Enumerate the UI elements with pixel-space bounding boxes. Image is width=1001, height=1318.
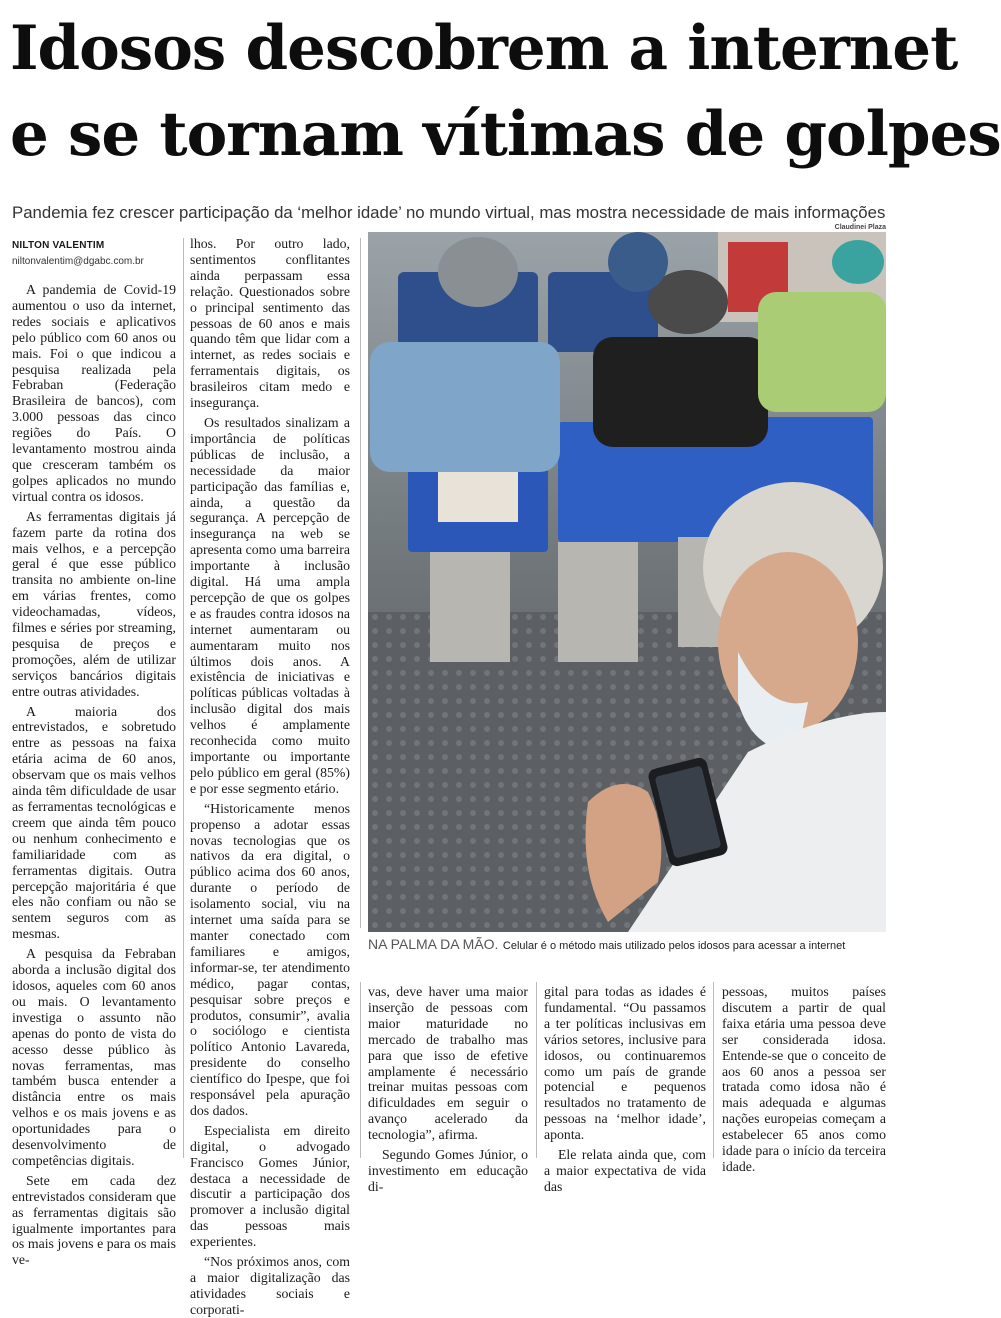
paragraph: pessoas, muitos países discutem a partir de qual faixa etária uma pessoa deve ser considerada idosa. Entende-se que o conceito de aos 60 anos a pessoa ser tratada como idosa não é mais adequada e algumas nações europeias começam a estabelecer 65 anos como idade para o início da terceira idade. (722, 984, 886, 1174)
headline-line-2: e se tornam vítimas de golpes (10, 99, 1001, 170)
paragraph: Especialista em direito digital, o advogado Francisco Gomes Júnior, destaca a necessidade de discutir a participação dos promover a inclusão digital das pessoas mais experientes. (190, 1122, 350, 1250)
column-3 (368, 984, 528, 1195)
paragraph: “Nos próximos anos, com a maior digitalização das atividades sociais e corporati- (190, 1254, 350, 1317)
paragraph: A maioria dos entrevistados, e sobretudo entre as pessoas na faixa etária acima de 60 anos, observam que os mais velhos ainda têm dificuldade de usar as ferramentas tecnológicas e creem que ainda têm pouco ou nenhum conhecimento e familiaridade com as ferramentas digitais. Outra percepção majoritária é que eles não confiam ou não se sentem seguros com as mesmas. (12, 703, 176, 942)
column-5 (722, 984, 886, 1175)
column-divider (360, 982, 361, 1158)
paragraph: A pandemia de Covid-19 aumentou o uso da internet, redes sociais e aplicativos pelo público com 60 anos ou mais. Foi o que indicou a pesquisa realizada pela Febraban (Federação Brasileira de bancos), com 3.000 pessoas das cinco regiões do País. O levantamento mostrou ainda que cresceram também os golpes aplicados no mundo virtual contra os idosos. (12, 282, 176, 504)
byline-email[interactable]: niltonvalentim@dgabc.com.br (12, 256, 144, 267)
subheadline: Pandemia fez crescer participação da ‘melhor idade’ no mundo virtual, mas mostra necessidade de mais informações (12, 203, 886, 222)
photo (368, 232, 886, 932)
paragraph: As ferramentas digitais já fazem parte da rotina dos mais velhos, e a percepção geral é que esse público transita no ambiente on-line em várias frentes, como videochamadas, vídeos, filmes e séries por streaming, pesquisa de preços e promoções, além de utilizar serviços bancários digitais entre outras atividades. (12, 508, 176, 699)
column-4 (544, 984, 706, 1195)
caption-text: Celular é o método mais utilizado pelos idosos para acessar a internet (502, 940, 846, 952)
column-2 (190, 236, 350, 1318)
column-divider (360, 238, 361, 928)
column-divider (713, 982, 714, 1158)
paragraph: lhos. Por outro lado, sentimentos conflitantes ainda perpassam essa relação. Questionados sobre o principal sentimento das pessoas de 60 anos e mais quando têm que lidar com a internet, as redes sociais e ferramentais digitais, os brasileiros citam medo e insegurança. (190, 236, 350, 411)
paragraph: Segundo Gomes Júnior, o investimento em educação di- (368, 1147, 528, 1194)
column-divider (183, 238, 184, 1158)
column-divider (536, 982, 537, 1158)
headline (10, 6, 1001, 178)
photo-credit: Claudinei Plaza (834, 224, 886, 231)
headline-line-1: Idosos descobrem a internet (10, 13, 958, 84)
photo-caption (368, 936, 845, 954)
paragraph: gital para todas as idades é fundamental. “Ou passamos a ter políticas inclusivas em vários setores, inclusive para idosos, ou continuaremos como um país de grande potencial e pequenos resultados no tratamento de pessoas na ‘melhor idade’, aponta. (544, 984, 706, 1143)
photo-illustration (368, 232, 886, 932)
column-1 (12, 282, 176, 1268)
paragraph: Sete em cada dez entrevistados consideram que as ferramentas digitais são igualmente importantes para os mais jovens e para os mais ve- (12, 1172, 176, 1268)
paragraph: A pesquisa da Febraban aborda a inclusão digital dos idosos, aqueles com 60 anos ou mais. O levantamento investiga o assunto não apenas do ponto de vista do acesso desse público às novas ferramentas, mas também busca entender a distância entre os mais velhos e os mais jovens e as oportunidades para o desenvolvimento de competências digitais. (12, 946, 176, 1168)
byline-author: NILTON VALENTIM (12, 240, 105, 251)
caption-kicker: NA PALMA DA MÃO. (368, 936, 499, 952)
paragraph: “Historicamente menos propenso a adotar essas novas tecnologias que os nativos da era digital, o público acima dos 60 anos, durante o período de isolamento social, viu na internet uma saída para se manter conectado com familiares e amigos, informar-se, ter atendimento médico, pagar contas, pesquisar sobre preços e produtos, consumir”, avalia o sociólogo e cientista político Antonio Lavareda, presidente do conselho científico do Ipespe, que foi responsável pela apuração dos dados. (190, 800, 350, 1118)
paragraph: Os resultados sinalizam a importância de políticas públicas de inclusão, a necessidade da maior participação das famílias e, ainda, a questão da segurança. A percepção de insegurança na web se apresenta como uma barreira importante à inclusão digital. Há uma ampla percepção de que os golpes e as fraudes contra idosos na internet aumentaram ou aumentaram muito nos últimos dois anos. A existência de iniciativas e políticas públicas voltadas à inclusão digital dos mais velhos é amplamente reconhecida como muito importante ou importante pelo público em geral (85%) e por esse segmento etário. (190, 414, 350, 796)
paragraph: vas, deve haver uma maior inserção de pessoas com maior maturidade no mercado de trabalho mas para que isso de efetive amplamente é necessário treinar muitas pessoas com dificuldades em seguir o avanço acelerado da tecnologia”, afirma. (368, 984, 528, 1143)
paragraph: Ele relata ainda que, com a maior expectativa de vida das (544, 1147, 706, 1194)
